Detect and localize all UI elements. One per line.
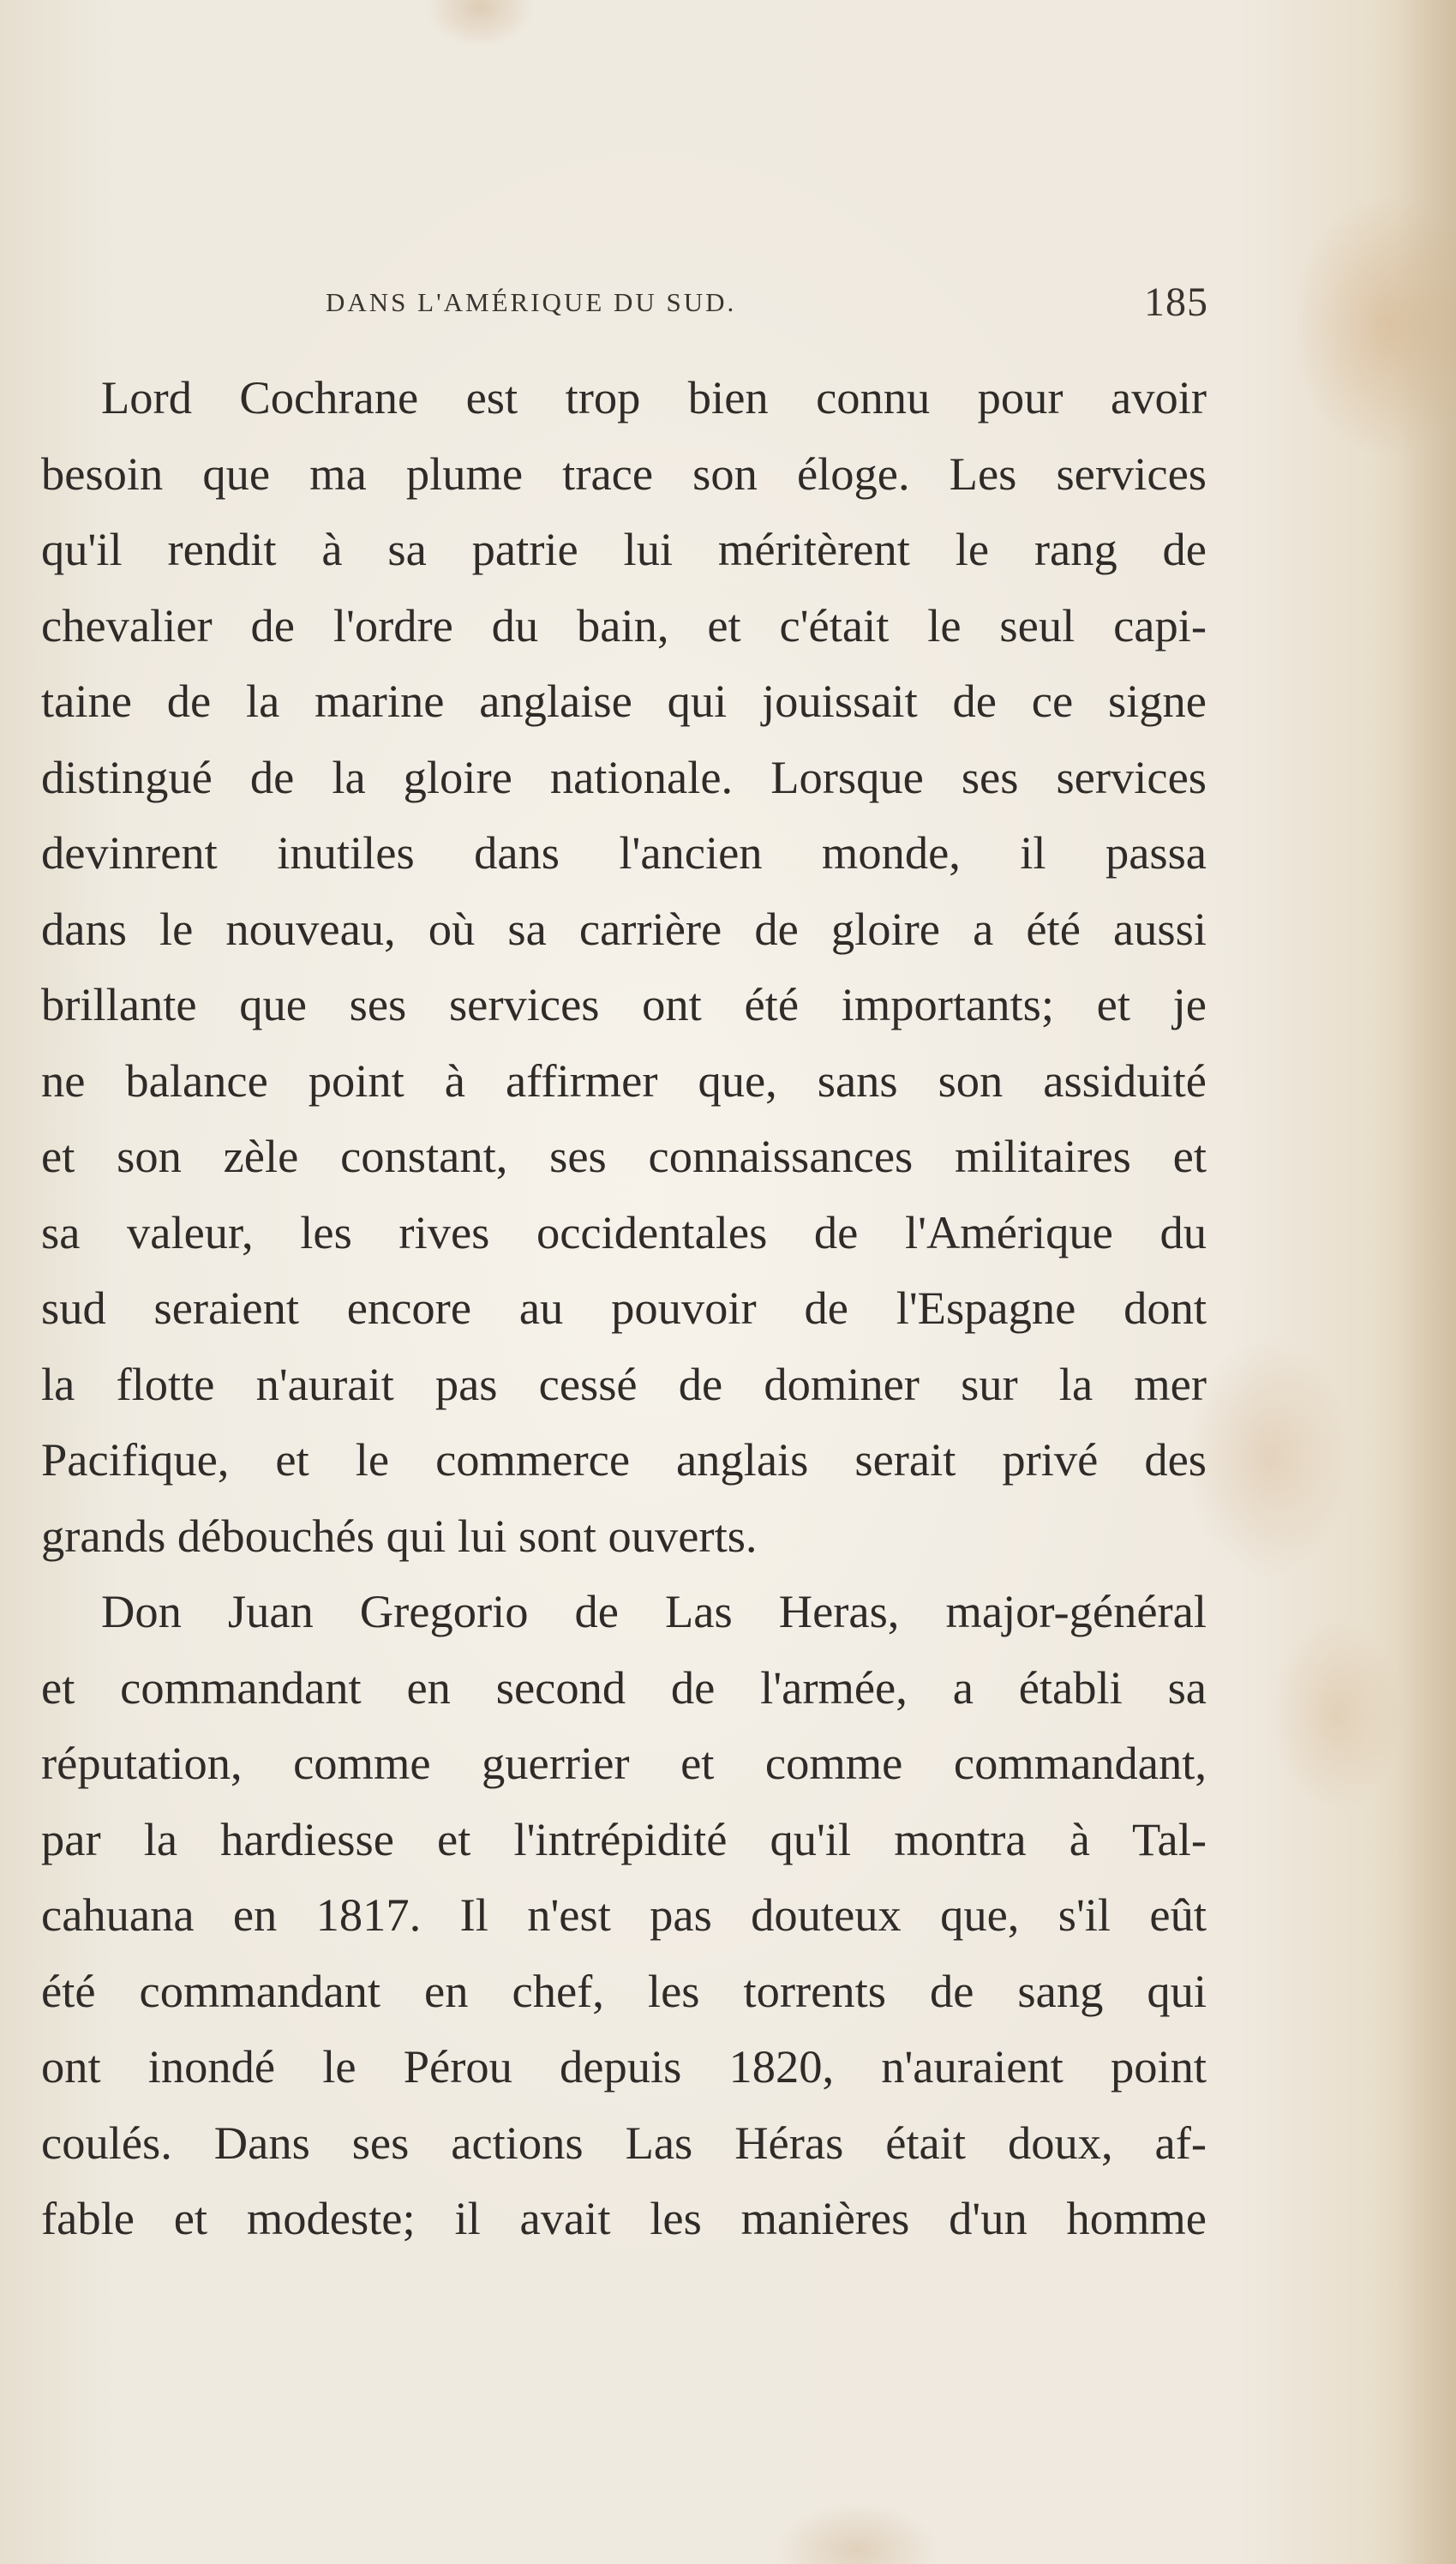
text-line: Lord Cochrane est trop bien connu pour avoir bbox=[101, 371, 1207, 423]
page-number: 185 bbox=[1144, 279, 1208, 325]
text-line: Pacifique, et le commerce anglais serait privé des bbox=[41, 1433, 1207, 1486]
page-edge-shadow bbox=[1396, 0, 1456, 2564]
text-line: été commandant en chef, les torrents de sang qui bbox=[41, 1964, 1207, 2017]
text-line: ont inondé le Pérou depuis 1820, n'auraient point bbox=[41, 2040, 1207, 2093]
text-line: la flotte n'aurait pas cessé de dominer sur la mer bbox=[41, 1357, 1207, 1410]
text-line: brillante que ses services ont été importants; et je bbox=[41, 978, 1207, 1030]
text-line: grands débouchés qui lui sont ouverts. bbox=[41, 1509, 758, 1562]
text-line: réputation, comme guerrier et comme commandant, bbox=[41, 1737, 1207, 1789]
text-line: sa valeur, les rives occidentales de l'Amérique du bbox=[41, 1205, 1207, 1258]
text-line: fable et modeste; il avait les manières d'un homme bbox=[41, 2192, 1207, 2244]
text-line: par la hardiesse et l'intrépidité qu'il montra à Tal- bbox=[41, 1812, 1207, 1865]
text-line: sud seraient encore au pouvoir de l'Espagne dont bbox=[41, 1282, 1207, 1334]
text-line: ne balance point à affirmer que, sans son assiduité bbox=[41, 1054, 1207, 1107]
text-line: cahuana en 1817. Il n'est pas douteux que, s'il eût bbox=[41, 1888, 1207, 1941]
text-line: coulés. Dans ses actions Las Héras était doux, af- bbox=[41, 2116, 1207, 2169]
text-line: Don Juan Gregorio de Las Heras, major-général bbox=[101, 1585, 1207, 1637]
text-line: et commandant en second de l'armée, a établi sa bbox=[41, 1660, 1207, 1714]
body-text bbox=[41, 360, 1207, 2257]
text-line: dans le nouveau, où sa carrière de gloire a été aussi bbox=[41, 902, 1207, 955]
text-line: chevalier de l'ordre du bain, et c'était le seul capi- bbox=[41, 598, 1207, 652]
text-line: taine de la marine anglaise qui jouissait de ce signe bbox=[41, 675, 1207, 727]
text-line: besoin que ma plume trace son éloge. Les services bbox=[41, 447, 1207, 500]
text-line: distingué de la gloire nationale. Lorsque ses services bbox=[41, 750, 1207, 803]
text-line: qu'il rendit à sa patrie lui méritèrent le rang de bbox=[41, 523, 1207, 575]
running-title: DANS L'AMÉRIQUE DU SUD. bbox=[326, 287, 737, 317]
running-head bbox=[326, 279, 1208, 330]
text-line: devinrent inutiles dans l'ancien monde, il passa bbox=[41, 826, 1207, 879]
text-line: et son zèle constant, ses connaissances militaires et bbox=[41, 1130, 1207, 1182]
